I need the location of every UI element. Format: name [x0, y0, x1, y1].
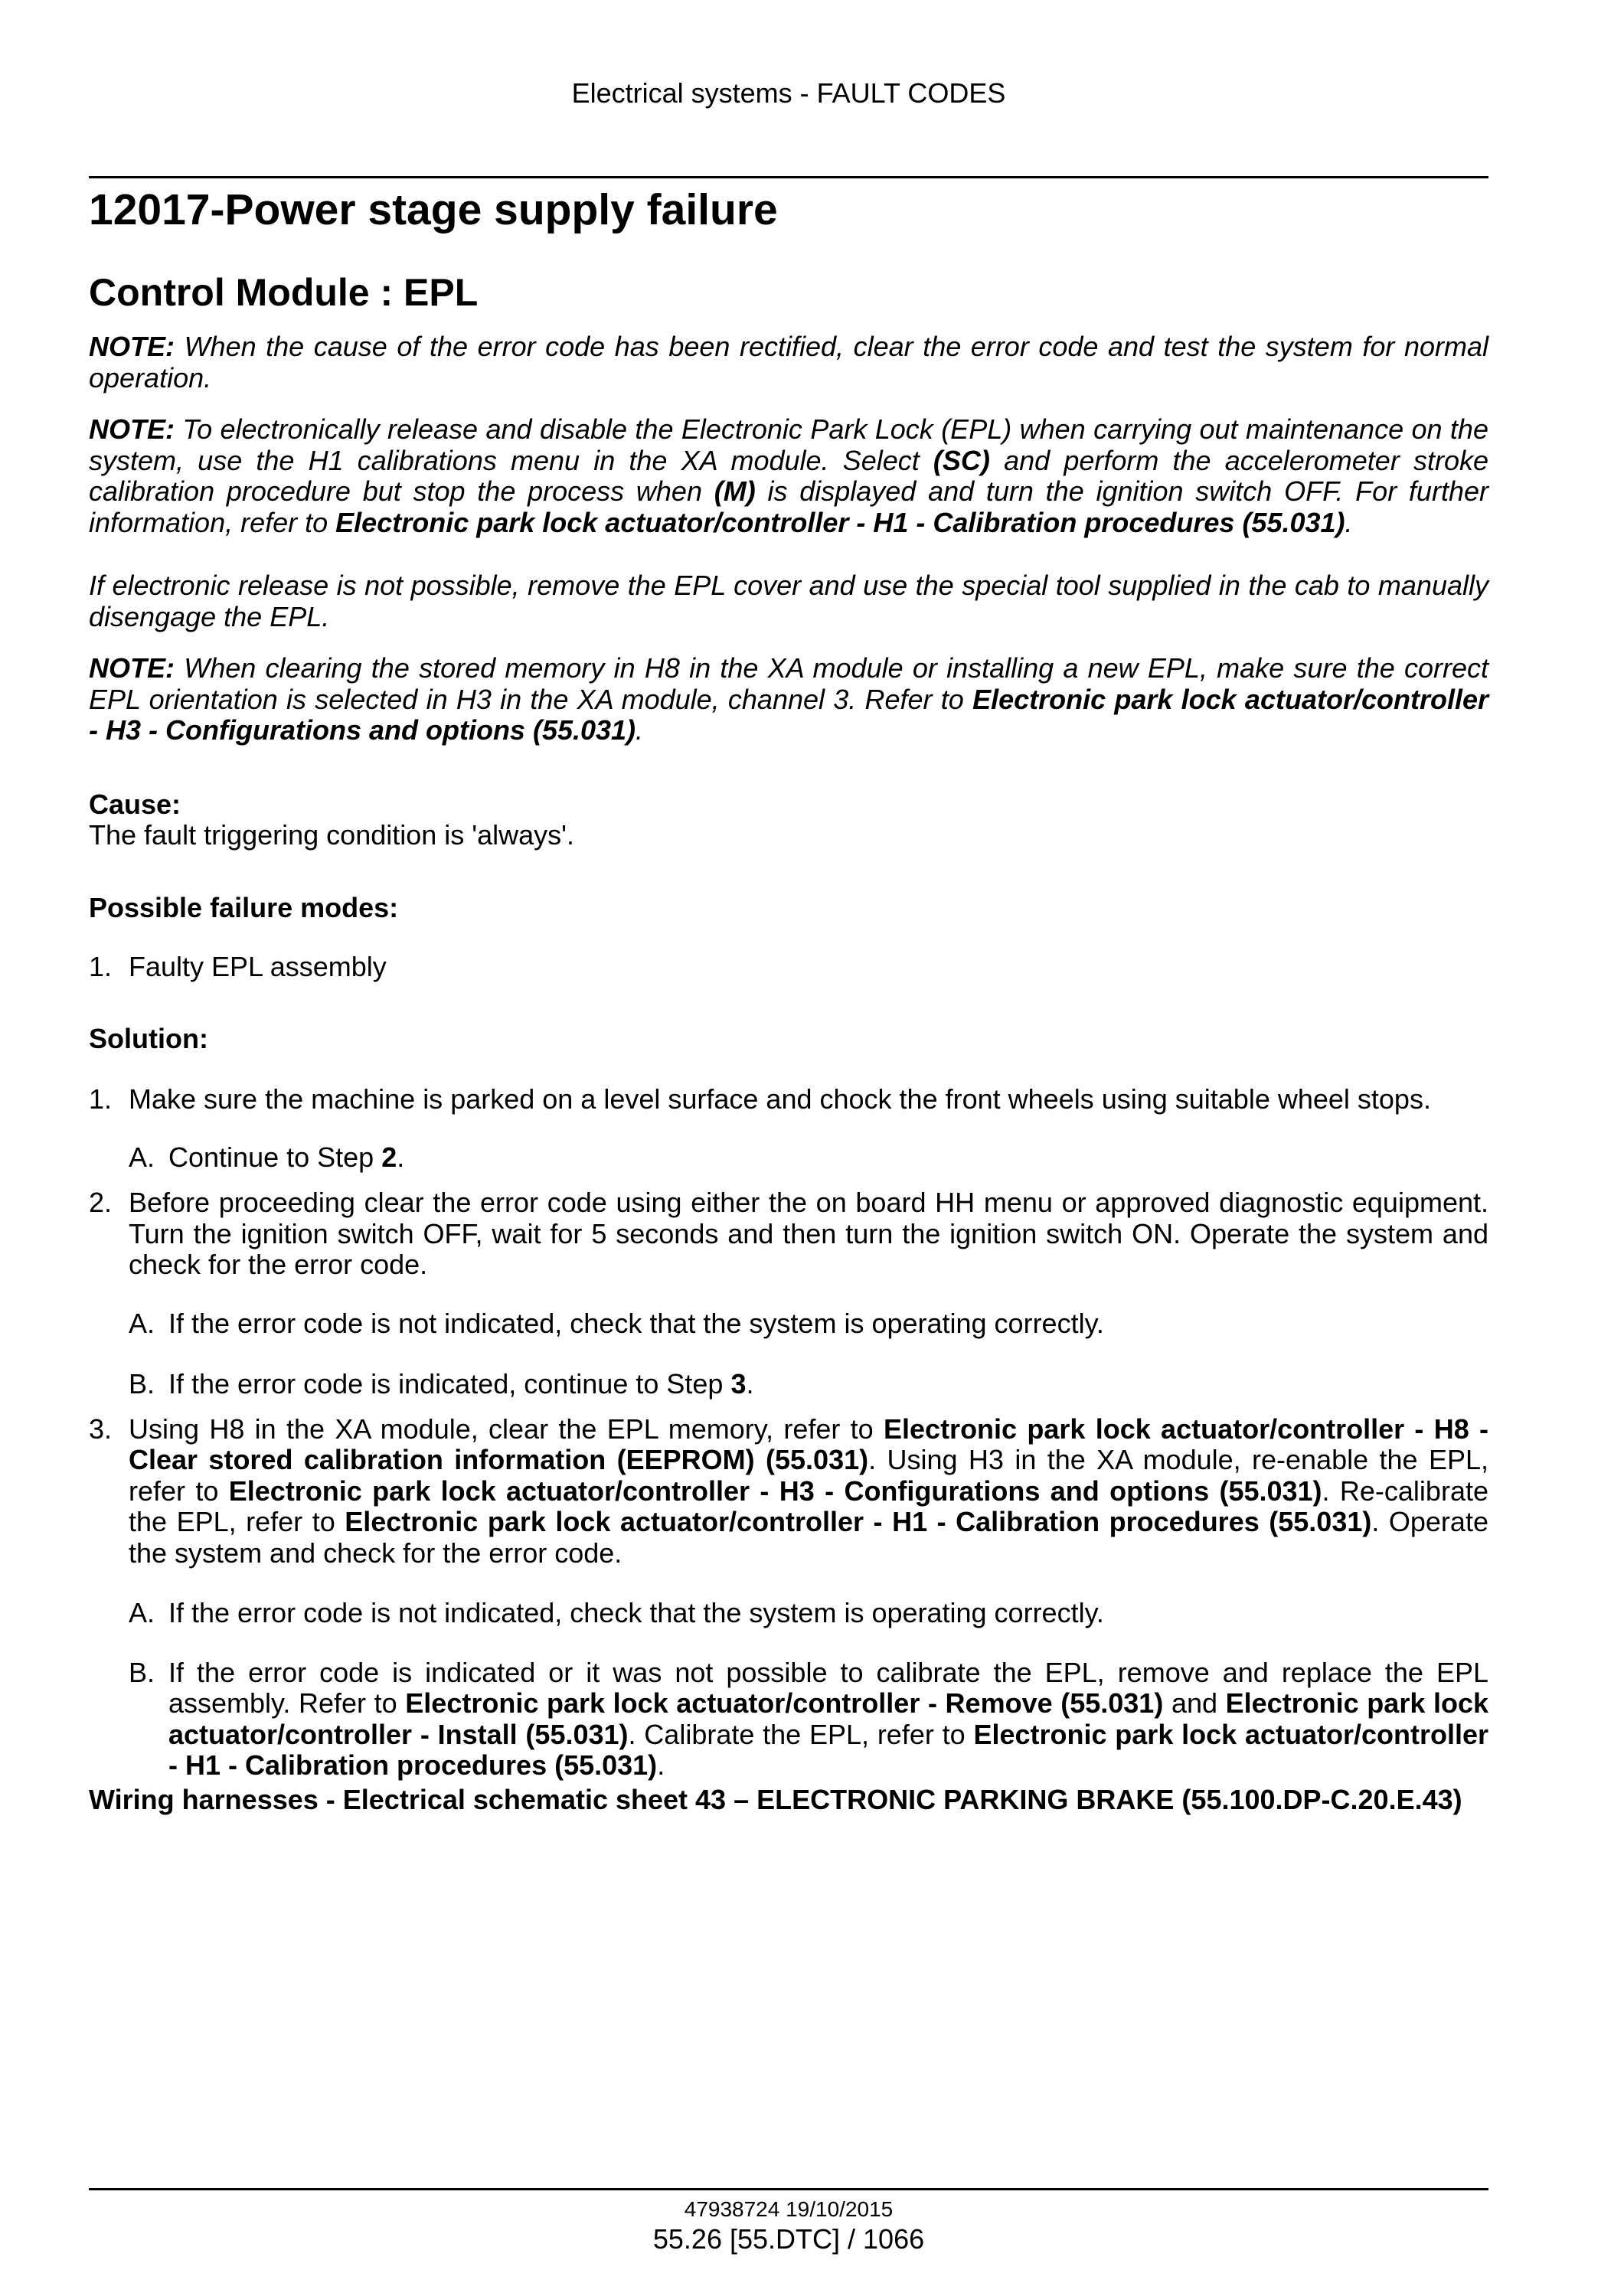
list-marker: 1. [89, 1083, 113, 1115]
substep-text [168, 1369, 1488, 1400]
ref-link-install[interactable]: Electronic park lock actuator/controller - Install (55.031) [168, 1687, 1489, 1750]
ref-link-h1-calibration[interactable]: Electronic park lock actuator/controller - H1 - Calibration procedures (55.031) [335, 506, 1345, 538]
failure-modes-heading: Possible failure modes: [89, 891, 399, 923]
list-marker: A. [129, 1141, 155, 1173]
note-text: . [1345, 506, 1353, 538]
ref-link-h3-configurations[interactable]: Electronic park lock actuator/controller - H3 - Configurations and options (55.031) [228, 1475, 1322, 1507]
key-m: (M) [714, 475, 756, 507]
note-epl-release [89, 414, 1488, 538]
list-marker: B. [129, 1656, 155, 1688]
step-text-run: Using H8 in the XA module, clear the EPL memory, refer to [129, 1413, 874, 1445]
cause-section [89, 789, 1488, 851]
solution-heading: Solution: [89, 1022, 208, 1054]
note-text: and perform the accelerometer stroke calibration procedure but stop the process when [89, 444, 1488, 507]
failure-mode-text: Faulty EPL assembly [129, 951, 387, 982]
solution-step-2-b [89, 1369, 1488, 1400]
footer-rule [89, 2188, 1488, 2190]
substep-text-run: . [657, 1749, 665, 1781]
solution-step-3 [89, 1414, 1488, 1569]
ref-link-h1-calibration[interactable]: Electronic park lock actuator/controller - H1 - Calibration procedures (55.031) [345, 1506, 1372, 1537]
key-sc: (SC) [933, 444, 990, 476]
substep-text-run: . Calibrate the EPL, refer to [628, 1718, 966, 1750]
solution-step-3-a [89, 1598, 1488, 1629]
step-text-run: . Re-calibrate the EPL, refer to [129, 1475, 1488, 1537]
page-header: Electrical systems - FAULT CODES [571, 77, 1006, 109]
note-text: . [636, 714, 644, 746]
list-marker: 3. [89, 1413, 113, 1445]
page-content [89, 183, 1488, 1815]
control-module-heading: Control Module : EPL [89, 271, 479, 314]
list-marker: 2. [89, 1187, 113, 1218]
note-label: NOTE: [89, 652, 175, 684]
step-text-run: . Operate the system and check for the error code. [129, 1506, 1488, 1569]
page-number: 55.26 [55.DTC] / 1066 [652, 2223, 925, 2255]
list-marker: B. [129, 1368, 155, 1399]
cause-text: The fault triggering condition is 'always'. [89, 819, 575, 851]
note-text: When clearing the stored memory in H8 in the XA module or installing a new EPL, make sure the correct EPL orientation is selected in H3 in the XA module, channel 3. Refer to [89, 652, 1488, 715]
substep-text: If the error code is not indicated, check that the system is operating correctly. [168, 1307, 1104, 1339]
step-number: 2 [381, 1141, 397, 1173]
note-epl-orientation [89, 653, 1488, 746]
list-marker: 1. [89, 951, 113, 982]
substep-text-run: . [397, 1141, 405, 1173]
solution-step-2-a [89, 1308, 1488, 1340]
substep-text-run: . [746, 1368, 754, 1399]
solution-step-3-b [89, 1657, 1488, 1782]
solution-step-1 [89, 1084, 1488, 1115]
step-text-run: . Using H3 in the XA module, re-enable the EPL, refer to [129, 1444, 1488, 1507]
step-text [129, 1414, 1488, 1569]
substep-text: If the error code is not indicated, check that the system is operating correctly. [168, 1597, 1104, 1628]
solution-step-1-a [89, 1142, 1488, 1174]
step-text: Before proceeding clear the error code using either the on board HH menu or approved diagnostic equipment. Turn the ignition switch OFF, wait for 5 seconds and then turn the ignition switch ON. Operate the system and check for the error code. [129, 1187, 1488, 1280]
header-rule [89, 176, 1488, 178]
document-id: 47938724 19/10/2015 [684, 2197, 894, 2221]
note-manual-release: If electronic release is not possible, remove the EPL cover and use the special tool supplied in the cab to manually disengage the EPL. [89, 570, 1488, 632]
list-marker: A. [129, 1597, 155, 1628]
solution-step-2 [89, 1187, 1488, 1281]
substep-text-run: If the error code is indicated or it was not possible to calibrate the EPL, remove and replace the EPL assembly. Refer to [168, 1656, 1488, 1719]
ref-link-h3-configurations[interactable]: Electronic park lock actuator/controller - H3 - Configurations and options (55.031) [89, 683, 1488, 746]
fault-code-title: 12017-Power stage supply failure [89, 185, 778, 234]
substep-text [168, 1657, 1488, 1782]
cause-label: Cause: [89, 788, 181, 820]
substep-text-run: and [1171, 1687, 1218, 1719]
note-label: NOTE: [89, 413, 175, 445]
note-text: is displayed and turn the ignition switch OFF. For further information, refer to [89, 475, 1488, 538]
ref-link-wiring-schematic[interactable]: Wiring harnesses - Electrical schematic sheet 43 – ELECTRONIC PARKING BRAKE (55.100.DP-C.20.E.43) [89, 1783, 1462, 1815]
step-text: Make sure the machine is parked on a level surface and chock the front wheels using suitable wheel stops. [129, 1083, 1431, 1115]
note-text: When the cause of the error code has been rectified, clear the error code and test the system for normal operation. [89, 331, 1488, 394]
substep-text [168, 1142, 1488, 1174]
step-number: 3 [730, 1368, 747, 1399]
note-clear-error [89, 331, 1488, 394]
note-text: To electronically release and disable the Electronic Park Lock (EPL) when carrying out maintenance on the system, use the H1 calibrations menu in the XA module. Select [89, 413, 1488, 476]
substep-text-run: If the error code is indicated, continue to Step [168, 1368, 724, 1399]
substep-text-run: Continue to Step [168, 1141, 374, 1173]
list-marker: A. [129, 1307, 155, 1339]
ref-link-h8-clear-calibration[interactable]: Electronic park lock actuator/controller - H8 - Clear stored calibration information (EEPROM) (55.031) [129, 1413, 1489, 1475]
ref-link-h1-calibration[interactable]: Electronic park lock actuator/controller - H1 - Calibration procedures (55.031) [168, 1718, 1489, 1781]
note-label: NOTE: [89, 331, 175, 362]
failure-mode-item [89, 952, 1488, 983]
ref-link-remove[interactable]: Electronic park lock actuator/controller - Remove (55.031) [405, 1687, 1164, 1719]
